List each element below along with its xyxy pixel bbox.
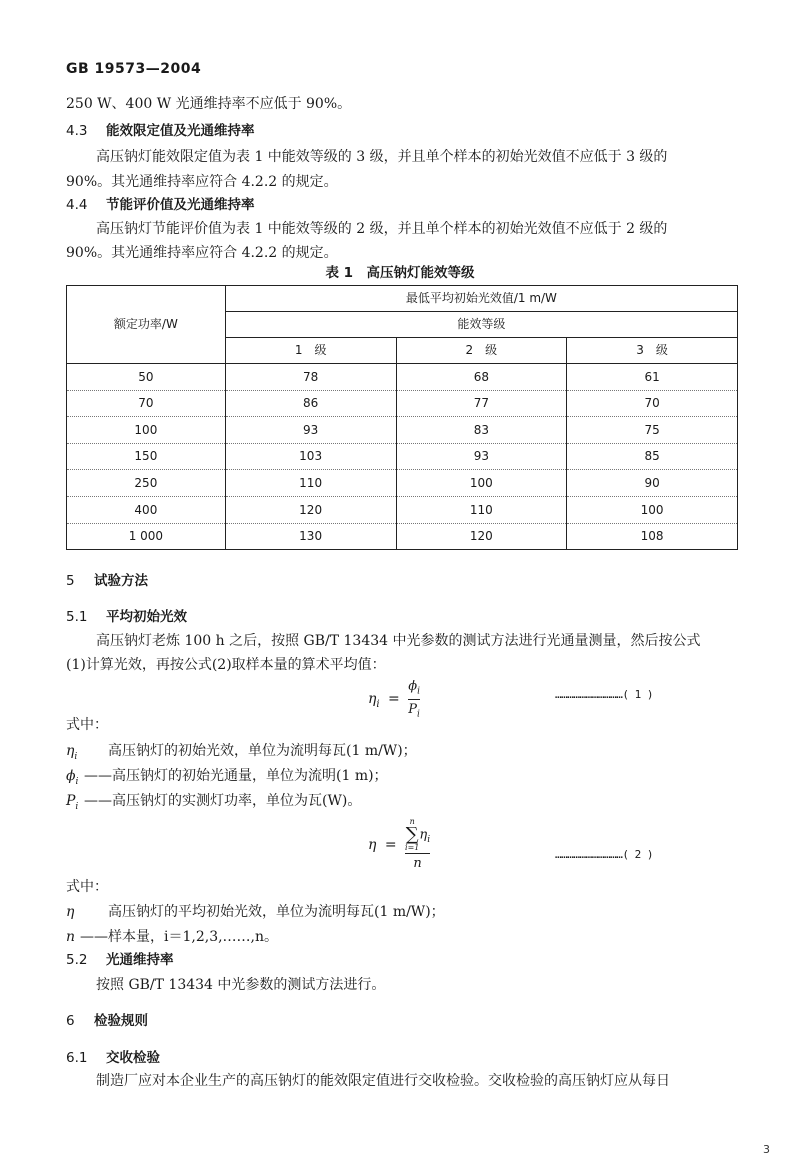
grade1-cell: 120 xyxy=(225,496,396,523)
grade3-cell: 90 xyxy=(567,470,738,497)
formula-2-leader xyxy=(555,848,740,863)
formula-2 xyxy=(368,818,430,873)
section-heading-6 xyxy=(66,1012,746,1030)
formula-numerator: ϕ xyxy=(408,679,418,694)
sum-upper-limit: n xyxy=(409,817,415,826)
column-group-header: 最低平均初始光效值/1 m/W xyxy=(225,286,737,312)
definition-symbol-sub: i xyxy=(75,776,79,787)
table-row xyxy=(67,364,738,391)
grade2-cell: 68 xyxy=(396,364,567,391)
power-cell: 400 xyxy=(67,496,226,523)
section-title: 能效限定值及光通维持率 xyxy=(106,123,255,139)
leader-dots: …………………………… xyxy=(555,688,623,701)
grade3-cell: 100 xyxy=(567,496,738,523)
grade2-cell: 93 xyxy=(396,443,567,470)
definition-text: ——高压钠灯的实测灯功率，单位为瓦(W)。 xyxy=(84,793,362,809)
definition-text: ——高压钠灯的初始光通量，单位为流明(1 m)； xyxy=(84,768,388,784)
formula-1 xyxy=(368,678,420,720)
grade-header-2: 2 级 xyxy=(396,338,567,364)
definition-symbol: P xyxy=(66,793,76,809)
text-line: 按照 GB/T 13434 中光参数的测试方法进行。 xyxy=(96,977,386,993)
table-row xyxy=(67,470,738,497)
formula-lhs: η xyxy=(368,836,377,853)
definition-text: 高压钠灯的初始光效，单位为流明每瓦(1 m/W)； xyxy=(108,743,417,759)
section-heading-4-4 xyxy=(66,196,746,214)
page-number: 3 xyxy=(763,1143,770,1156)
leader-dots: …………………………… xyxy=(555,848,623,861)
definition-line xyxy=(66,928,746,947)
section-title: 光通维持率 xyxy=(106,952,174,968)
section-title: 交收检验 xyxy=(106,1050,160,1066)
formula-number: ( 2 ) xyxy=(622,848,653,861)
grade3-cell: 85 xyxy=(567,443,738,470)
formula-lhs: η xyxy=(368,691,377,708)
power-cell: 250 xyxy=(67,470,226,497)
section-title: 节能评价值及光通维持率 xyxy=(106,197,255,213)
formula-denominator: P xyxy=(408,701,418,717)
section-number: 4.3 xyxy=(66,123,88,139)
formula-numerator-sub: i xyxy=(417,686,420,697)
grade2-cell: 110 xyxy=(396,496,567,523)
section-number: 6 xyxy=(66,1013,75,1029)
text-line: 高压钠灯老炼 100 h 之后，按照 GB/T 13434 中光参数的测试方法进行光通量测量，然后按公式 xyxy=(96,633,701,649)
section-heading-5-1 xyxy=(66,608,746,626)
text-line: (1)计算光效，再按公式(2)取样本量的算术平均值： xyxy=(66,657,386,673)
section-heading-5-2 xyxy=(66,951,746,969)
definition-symbol-sub: i xyxy=(75,801,79,812)
grade1-cell: 130 xyxy=(225,523,396,550)
grade1-cell: 103 xyxy=(225,443,396,470)
column-header-power: 额定功率/W xyxy=(67,286,226,364)
grade1-cell: 93 xyxy=(225,417,396,444)
table-row xyxy=(67,443,738,470)
sum-term: η xyxy=(419,827,428,843)
table-row xyxy=(67,417,738,444)
table-row xyxy=(67,496,738,523)
section-heading-5 xyxy=(66,572,746,590)
grade3-cell: 108 xyxy=(567,523,738,550)
table-caption: 表 1 高压钠灯能效等级 xyxy=(325,265,475,281)
definition-line xyxy=(66,792,746,813)
efficiency-grade-table xyxy=(66,285,738,550)
definition-symbol: n xyxy=(66,929,76,945)
text-line: 90%。其光通维持率应符合 4.2.2 的规定。 xyxy=(66,174,338,190)
text-line: 高压钠灯能效限定值为表 1 中能效等级的 3 级，并且单个样本的初始光效值不应低于 3 级的 xyxy=(96,149,668,165)
grade1-cell: 110 xyxy=(225,470,396,497)
table-row xyxy=(67,390,738,417)
text-line: 250 W、400 W 光通维持率不应低于 90%。 xyxy=(66,96,352,112)
section-number: 4.4 xyxy=(66,197,88,213)
definition-line xyxy=(66,767,746,788)
grade3-cell: 75 xyxy=(567,417,738,444)
formula-denominator-sub: i xyxy=(417,709,420,720)
section-title: 试验方法 xyxy=(94,573,148,589)
formula-number: ( 1 ) xyxy=(622,688,653,701)
section-number: 5 xyxy=(66,573,75,589)
definition-symbol: η xyxy=(66,743,75,759)
fraction-bar xyxy=(405,853,430,854)
grade1-cell: 86 xyxy=(225,390,396,417)
definition-symbol: η xyxy=(66,904,75,920)
formula-equals: = xyxy=(384,836,397,853)
definition-symbol: ϕ xyxy=(66,768,76,784)
grade2-cell: 120 xyxy=(396,523,567,550)
grade3-cell: 61 xyxy=(567,364,738,391)
power-cell: 50 xyxy=(67,364,226,391)
formula-lhs-sub: i xyxy=(376,699,380,711)
power-cell: 70 xyxy=(67,390,226,417)
text-line: 高压钠灯节能评价值为表 1 中能效等级的 2 级，并且单个样本的初始光效值不应低于 2 级的 xyxy=(96,221,668,237)
text-line: 制造厂应对本企业生产的高压钠灯的能效限定值进行交收检验。交收检验的高压钠灯应从每日 xyxy=(96,1073,670,1089)
section-heading-6-1 xyxy=(66,1049,746,1067)
section-title: 检验规则 xyxy=(94,1013,148,1029)
power-cell: 100 xyxy=(67,417,226,444)
column-subheader: 能效等级 xyxy=(225,312,737,338)
power-cell: 150 xyxy=(67,443,226,470)
table-row xyxy=(67,523,738,550)
grade2-cell: 77 xyxy=(396,390,567,417)
grade2-cell: 100 xyxy=(396,470,567,497)
formula-equals: = xyxy=(388,691,400,708)
grade1-cell: 78 xyxy=(225,364,396,391)
definition-text: 高压钠灯的平均初始光效，单位为流明每瓦(1 m/W)； xyxy=(108,904,445,920)
section-title: 平均初始光效 xyxy=(106,609,187,625)
standard-number-header: GB 19573—2004 xyxy=(66,61,202,77)
power-cell: 1 000 xyxy=(67,523,226,550)
section-heading-4-3 xyxy=(66,122,746,140)
sum-lower-limit: i=1 xyxy=(405,843,420,852)
definition-line xyxy=(66,903,746,922)
sum-sign: ∑ xyxy=(405,824,419,845)
formula-1-leader xyxy=(555,688,740,703)
grade-header-1: 1 级 xyxy=(225,338,396,364)
fraction-bar xyxy=(408,699,420,700)
definition-symbol-sub: i xyxy=(74,751,78,762)
formula-fraction xyxy=(408,678,420,720)
where-label: 式中： xyxy=(66,879,108,895)
grade3-cell: 70 xyxy=(567,390,738,417)
section-number: 5.1 xyxy=(66,609,88,625)
formula-denominator: n xyxy=(413,856,422,871)
formula-fraction xyxy=(405,818,430,873)
definition-line xyxy=(66,742,746,763)
grade-header-3: 3 级 xyxy=(567,338,738,364)
sum-term-sub: i xyxy=(427,835,431,846)
where-label: 式中： xyxy=(66,717,108,733)
section-number: 5.2 xyxy=(66,952,88,968)
grade2-cell: 83 xyxy=(396,417,567,444)
section-number: 6.1 xyxy=(66,1050,88,1066)
text-line: 90%。其光通维持率应符合 4.2.2 的规定。 xyxy=(66,245,338,261)
definition-text: ——样本量，i＝1,2,3,……,n。 xyxy=(80,929,279,945)
